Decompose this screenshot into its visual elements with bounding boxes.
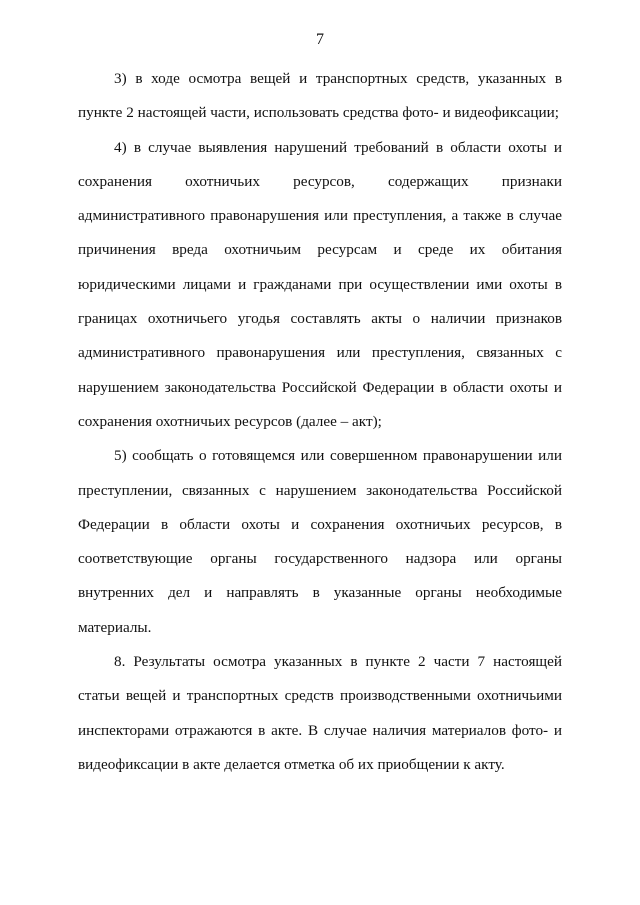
paragraph-item-3: 3) в ходе осмотра вещей и транспортных средств, указанных в пункте 2 настоящей части, использовать средства фото- и видеофиксации; bbox=[78, 70, 562, 122]
paragraph-section-8: 8. Результаты осмотра указанных в пункте 2 части 7 настоящей статьи вещей и транспортных средств производственными охотничьими инспекторами отражаются в акте. В случае наличия материалов фото- и видеофиксации в акте делается отметка об их приобщении к акту. bbox=[78, 653, 562, 773]
document-body bbox=[78, 62, 562, 782]
paragraph-item-5: 5) сообщать о готовящемся или совершенном правонарушении или преступлении, связанных с нарушением законодательства Российской Федерации в области охоты и сохранения охотничьих ресурсов, в соответствующие органы государственного надзора или органы внутренних дел и направлять в указанные органы необходимые материалы. bbox=[78, 447, 562, 636]
page-number: 7 bbox=[316, 31, 324, 48]
paragraph-item-4: 4) в случае выявления нарушений требований в области охоты и сохранения охотничьих ресурсов, содержащих признаки административного правонарушения или преступления, а также в случае причинения вреда охотничьим ресурсам и среде их обитания юридическими лицами и гражданами при осуществлении ими охоты в границах охотничьего угодья составлять акты о наличии признаков административного правонарушения или преступления, связанных с нарушением законодательства Российской Федерации в области охоты и сохранения охотничьих ресурсов (далее – акт); bbox=[78, 138, 562, 430]
